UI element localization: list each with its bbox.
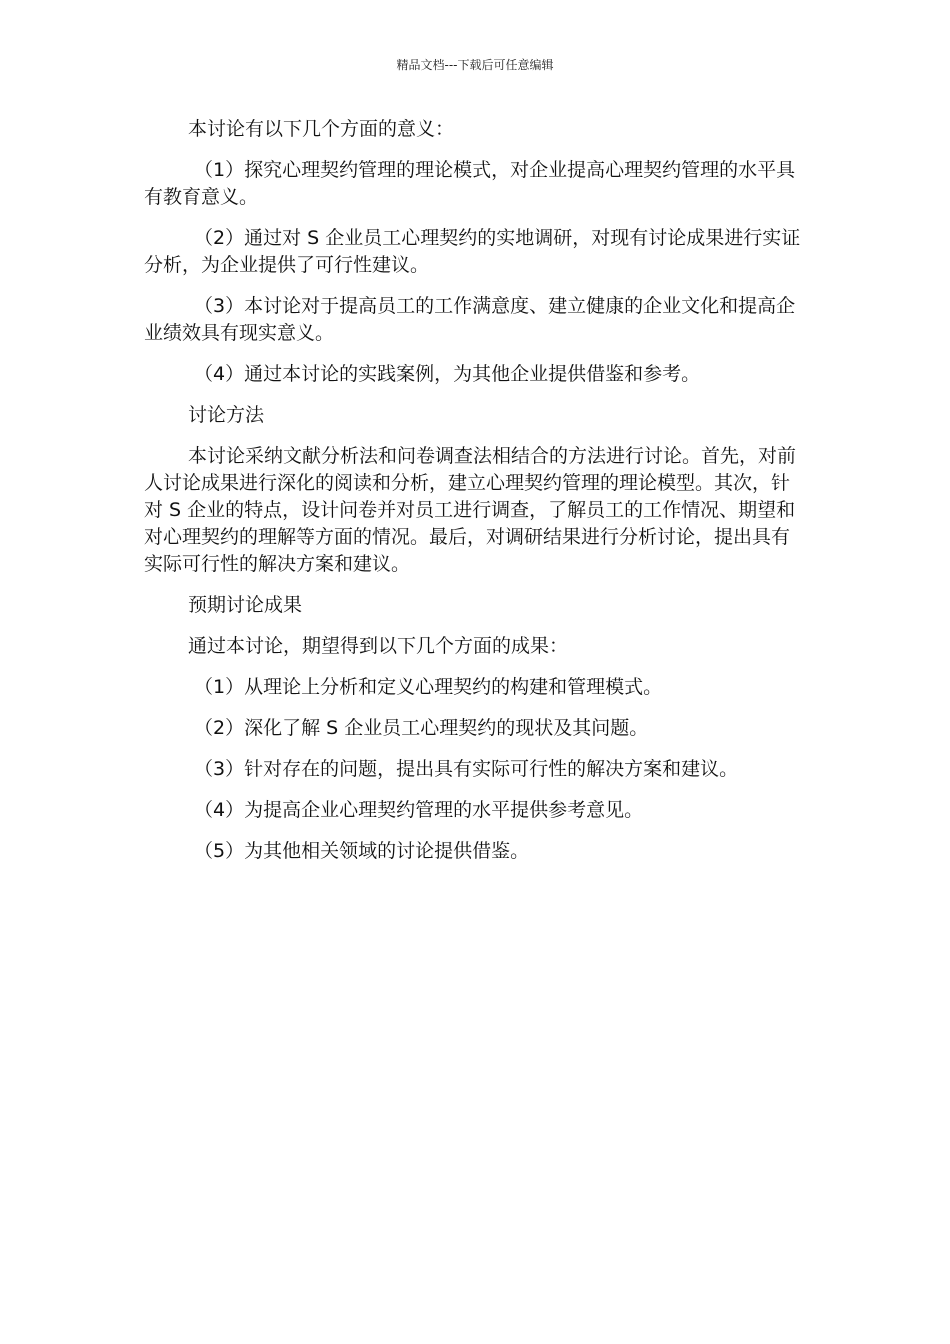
result-item-3: （3）针对存在的问题，提出具有实际可行性的解决方案和建议。 [188, 758, 739, 780]
section-heading-methods: 讨论方法 [188, 404, 265, 426]
page-header: 精品文档---下载后可任意编辑 [396, 58, 554, 72]
results-intro-paragraph: 通过本讨论，期望得到以下几个方面的成果： [188, 635, 569, 657]
significance-item-1: （1）探究心理契约管理的理论模式，对企业提高心理契约管理的水平具有教育意义。 [144, 159, 796, 208]
section-heading-expected-results: 预期讨论成果 [188, 594, 303, 616]
result-item-4: （4）为提高企业心理契约管理的水平提供参考意见。 [188, 799, 644, 821]
significance-item-2: （2）通过对 S 企业员工心理契约的实地调研，对现有讨论成果进行实证分析，为企业提供了可行性建议。 [144, 227, 801, 276]
significance-item-3: （3）本讨论对于提高员工的工作满意度、建立健康的企业文化和提高企业绩效具有现实意义。 [144, 295, 796, 344]
intro-paragraph: 本讨论有以下几个方面的意义： [188, 118, 455, 140]
result-item-5: （5）为其他相关领域的讨论提供借鉴。 [188, 840, 530, 862]
methods-paragraph: 本讨论采纳文献分析法和问卷调查法相结合的方法进行讨论。首先，对前人讨论成果进行深化的阅读和分析，建立心理契约管理的理论模型。其次，针对 S 企业的特点，设计问卷并对员工进行调查，了解员工的工作情况、期望和对心理契约的理解等方面的情况。最后，对调研结果进行分析讨论，提出具有实际可行性的解决方案和建议。 [144, 445, 797, 575]
document-body [144, 116, 806, 865]
significance-item-4: （4）通过本讨论的实践案例，为其他企业提供借鉴和参考。 [188, 363, 701, 385]
result-item-2: （2）深化了解 S 企业员工心理契约的现状及其问题。 [188, 717, 649, 739]
result-item-1: （1）从理论上分析和定义心理契约的构建和管理模式。 [188, 676, 663, 698]
